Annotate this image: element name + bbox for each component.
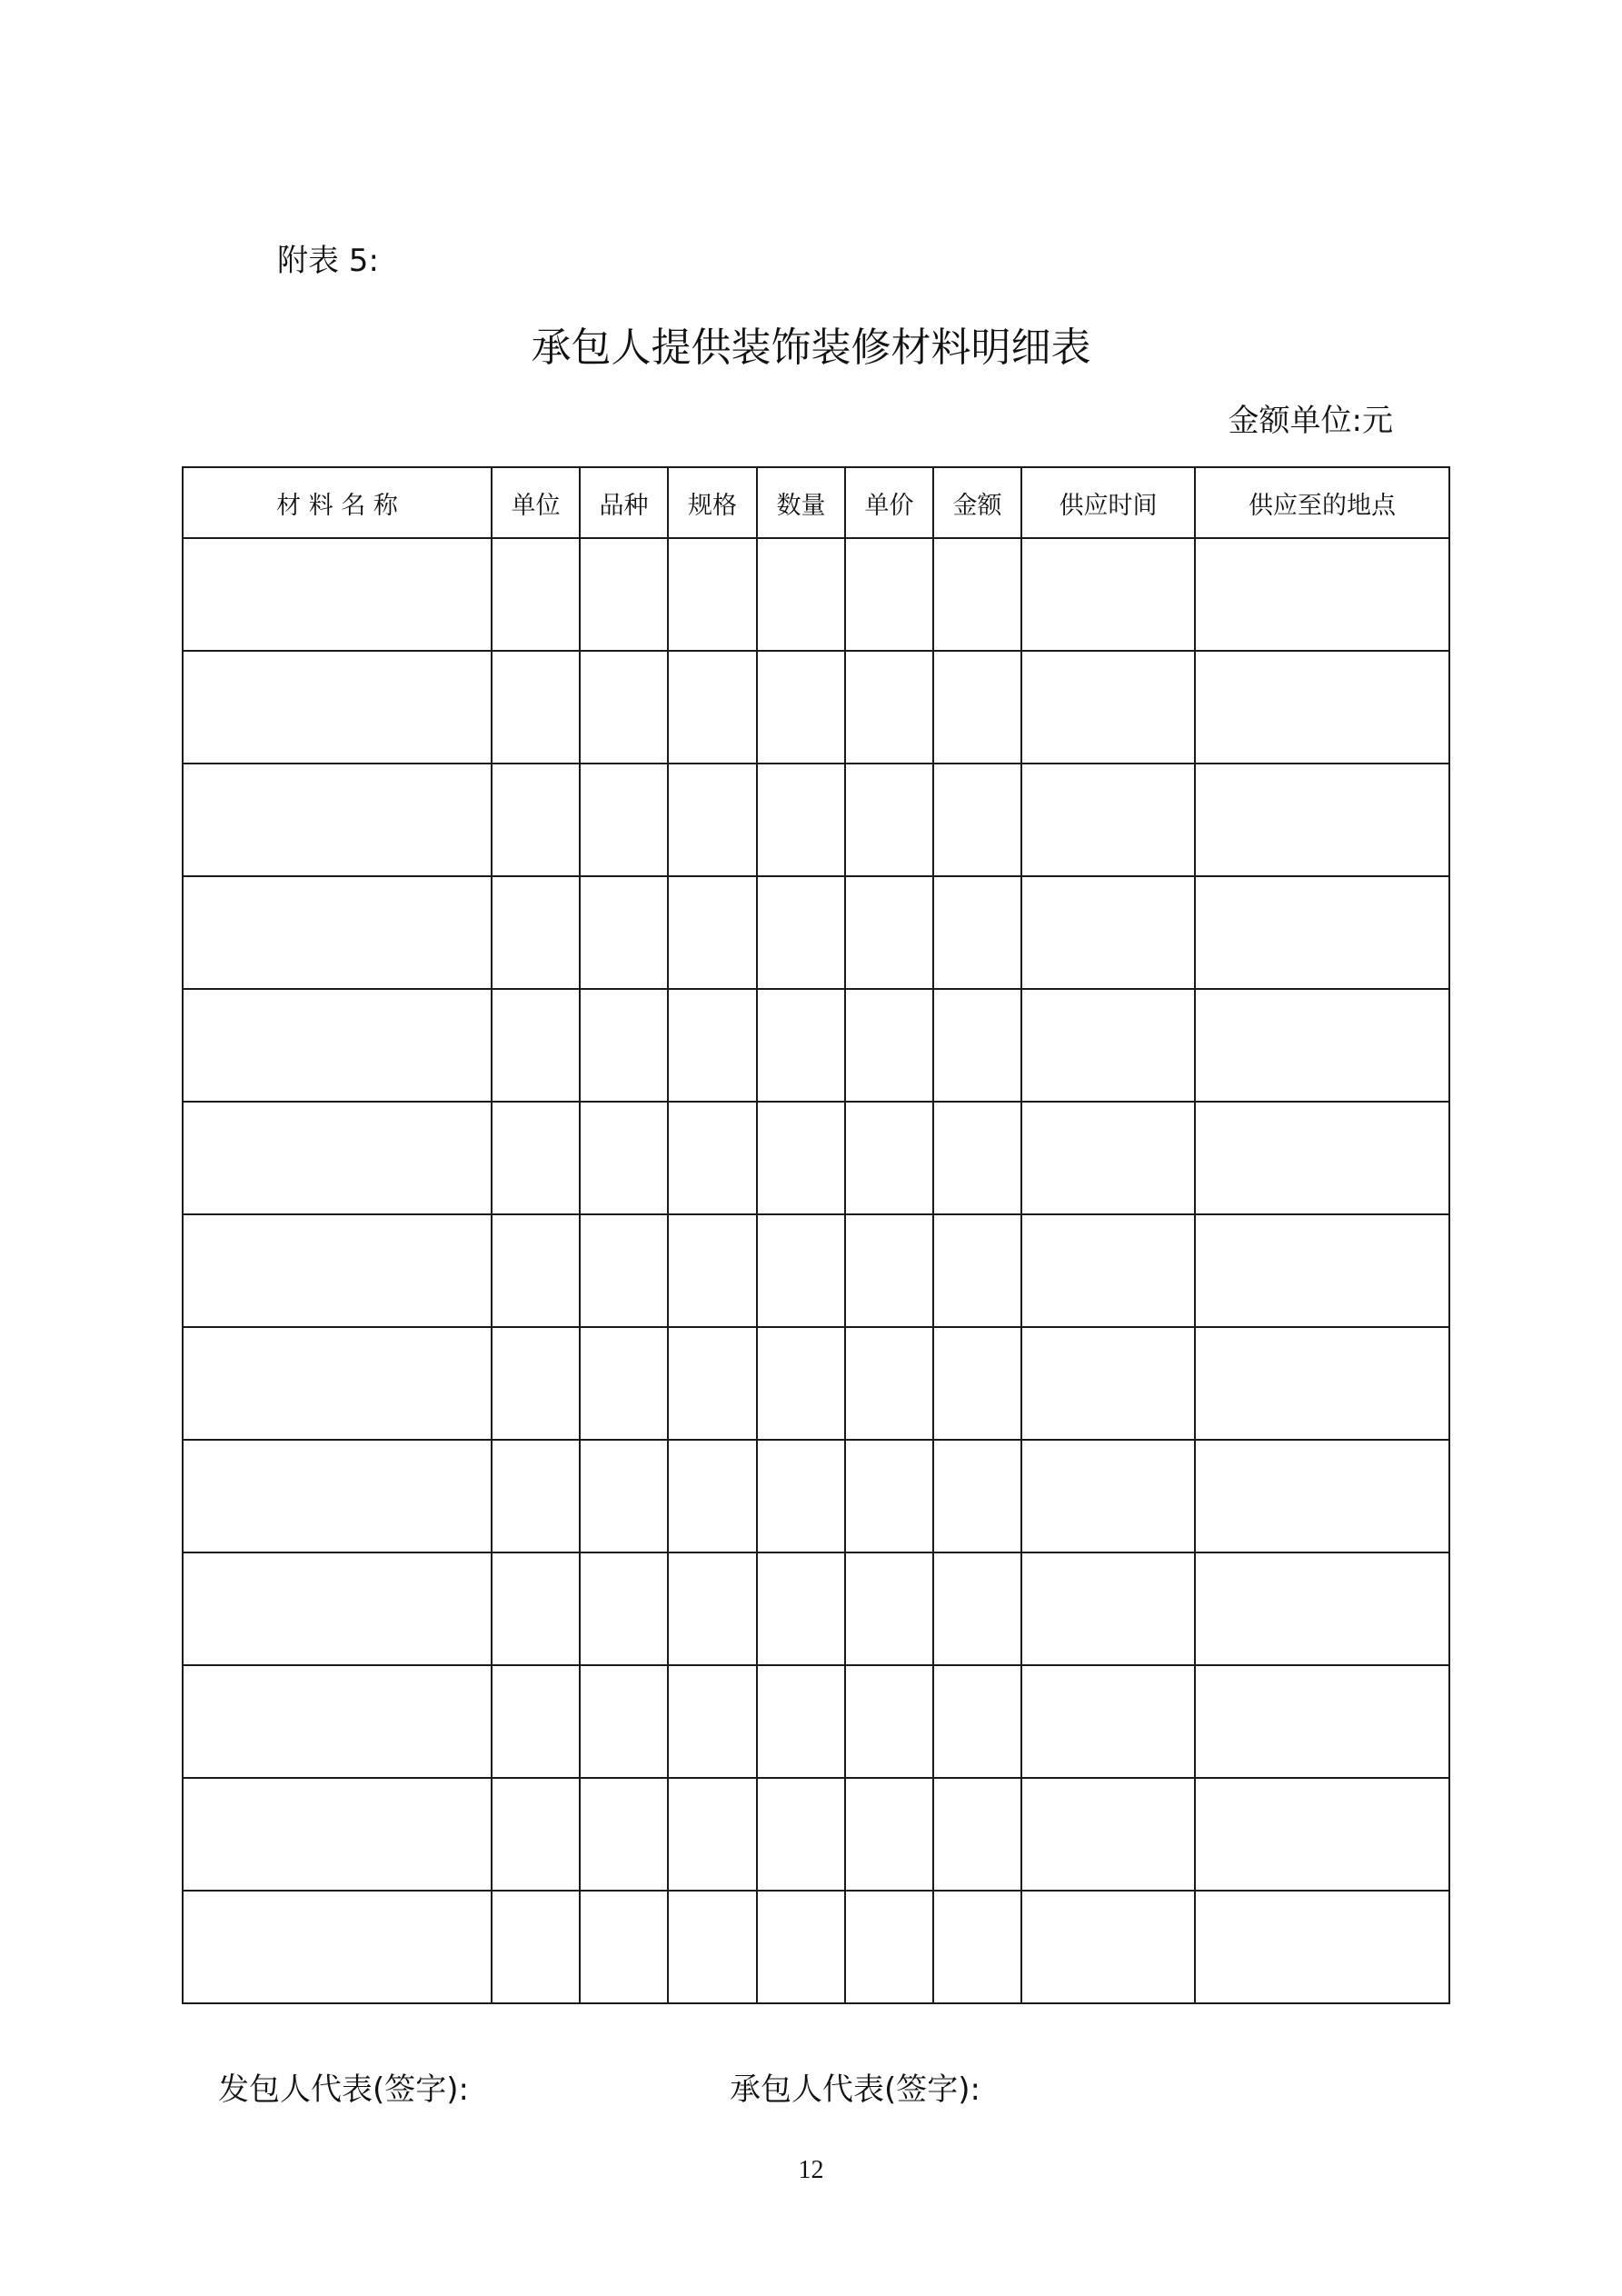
table-cell: [1195, 1552, 1449, 1665]
attachment-label: 附表 5:: [277, 243, 379, 279]
table-cell: [1195, 651, 1449, 764]
table-cell: [933, 1891, 1021, 2003]
table-cell: [933, 1778, 1021, 1891]
table-cell: [757, 876, 845, 989]
table-cell: [580, 989, 668, 1102]
header-specification: 规格: [668, 467, 757, 538]
table-cell: [183, 876, 492, 989]
table-cell: [668, 1665, 757, 1778]
table-cell: [492, 1891, 580, 2003]
table-cell: [492, 1440, 580, 1552]
table-cell: [1195, 1778, 1449, 1891]
materials-table: [182, 466, 1450, 2004]
table-cell: [757, 1440, 845, 1552]
table-row: [183, 1440, 1449, 1552]
table-cell: [668, 989, 757, 1102]
table-cell: [933, 876, 1021, 989]
table-cell: [668, 1440, 757, 1552]
table-cell: [1021, 1665, 1195, 1778]
table-cell: [845, 989, 933, 1102]
table-cell: [845, 1102, 933, 1214]
header-unit: 单位: [492, 467, 580, 538]
table-row: [183, 1214, 1449, 1327]
table-cell: [1021, 764, 1195, 876]
table-cell: [845, 538, 933, 651]
table-cell: [580, 1440, 668, 1552]
table-row: [183, 876, 1449, 989]
table-cell: [183, 989, 492, 1102]
table-cell: [492, 651, 580, 764]
table-cell: [183, 1552, 492, 1665]
table-cell: [757, 1327, 845, 1440]
amount-unit-note: 金额单位:元: [1228, 403, 1393, 439]
table-row: [183, 989, 1449, 1102]
table-cell: [183, 1214, 492, 1327]
table-cell: [668, 1327, 757, 1440]
table-cell: [1195, 1891, 1449, 2003]
table-cell: [1021, 989, 1195, 1102]
table-cell: [183, 1327, 492, 1440]
header-supply-time: 供应时间: [1021, 467, 1195, 538]
table-cell: [845, 764, 933, 876]
table-cell: [668, 764, 757, 876]
table-cell: [1021, 1327, 1195, 1440]
table-cell: [580, 1891, 668, 2003]
document-title: 承包人提供装饰装修材料明细表: [531, 324, 1091, 371]
table-cell: [668, 538, 757, 651]
table-cell: [933, 1102, 1021, 1214]
table-cell: [933, 764, 1021, 876]
table-row: [183, 1327, 1449, 1440]
table-cell: [492, 1102, 580, 1214]
table-cell: [1195, 989, 1449, 1102]
table-cell: [1021, 1440, 1195, 1552]
table-cell: [933, 1327, 1021, 1440]
table-row: [183, 651, 1449, 764]
table-cell: [580, 651, 668, 764]
table-cell: [933, 1440, 1021, 1552]
table-body: [183, 538, 1449, 2003]
table-cell: [1021, 1778, 1195, 1891]
table-cell: [183, 1440, 492, 1552]
table-row: [183, 1891, 1449, 2003]
table-cell: [757, 1665, 845, 1778]
table-cell: [492, 1552, 580, 1665]
table-cell: [1021, 1891, 1195, 2003]
header-unit-price: 单价: [845, 467, 933, 538]
table-cell: [1195, 1214, 1449, 1327]
table-cell: [757, 538, 845, 651]
table-cell: [183, 764, 492, 876]
table-cell: [757, 1214, 845, 1327]
table-cell: [1021, 1552, 1195, 1665]
table-row: [183, 1102, 1449, 1214]
table-cell: [668, 1891, 757, 2003]
table-cell: [580, 876, 668, 989]
table-cell: [1021, 1102, 1195, 1214]
header-material-name: 材 料 名 称: [183, 467, 492, 538]
table-cell: [1021, 876, 1195, 989]
table-cell: [580, 538, 668, 651]
table-cell: [1195, 764, 1449, 876]
table-cell: [933, 1552, 1021, 1665]
table-cell: [492, 1327, 580, 1440]
table-cell: [580, 1778, 668, 1891]
table-cell: [580, 764, 668, 876]
table-cell: [492, 1778, 580, 1891]
table-cell: [492, 764, 580, 876]
table-cell: [845, 1552, 933, 1665]
table-cell: [757, 1778, 845, 1891]
table-cell: [845, 1891, 933, 2003]
table-cell: [933, 538, 1021, 651]
table-cell: [933, 651, 1021, 764]
table-cell: [580, 1214, 668, 1327]
table-cell: [492, 876, 580, 989]
table-cell: [580, 1665, 668, 1778]
table-cell: [183, 538, 492, 651]
table-cell: [1195, 1327, 1449, 1440]
table-cell: [845, 651, 933, 764]
table-cell: [1195, 538, 1449, 651]
table-cell: [757, 651, 845, 764]
table-cell: [757, 989, 845, 1102]
employer-signature-label: 发包人代表(签字):: [218, 2071, 469, 2108]
table-cell: [1195, 1440, 1449, 1552]
table-cell: [492, 1214, 580, 1327]
table-cell: [183, 1891, 492, 2003]
table-cell: [845, 1440, 933, 1552]
table-cell: [845, 1665, 933, 1778]
table-cell: [183, 1102, 492, 1214]
table-cell: [845, 876, 933, 989]
table-cell: [933, 1665, 1021, 1778]
table-cell: [183, 1778, 492, 1891]
table-cell: [757, 764, 845, 876]
table-cell: [580, 1102, 668, 1214]
table-cell: [668, 651, 757, 764]
table-cell: [1195, 1665, 1449, 1778]
table-cell: [183, 1665, 492, 1778]
contractor-signature-label: 承包人代表(签字):: [730, 2071, 980, 2108]
table-cell: [845, 1778, 933, 1891]
table-cell: [1021, 538, 1195, 651]
header-quantity: 数量: [757, 467, 845, 538]
table-cell: [1195, 1102, 1449, 1214]
table-cell: [580, 1327, 668, 1440]
table-cell: [933, 1214, 1021, 1327]
page-number: 12: [798, 2156, 824, 2184]
table-header-row: [183, 467, 1449, 538]
table-cell: [183, 651, 492, 764]
header-amount: 金额: [933, 467, 1021, 538]
table-row: [183, 764, 1449, 876]
table-cell: [668, 876, 757, 989]
table-cell: [668, 1214, 757, 1327]
table-row: [183, 1665, 1449, 1778]
table-cell: [845, 1214, 933, 1327]
table-cell: [1021, 651, 1195, 764]
table-cell: [492, 989, 580, 1102]
table-row: [183, 1778, 1449, 1891]
table-cell: [1195, 876, 1449, 989]
table-cell: [580, 1552, 668, 1665]
table-cell: [757, 1891, 845, 2003]
table-cell: [757, 1552, 845, 1665]
table-cell: [668, 1102, 757, 1214]
table-cell: [845, 1327, 933, 1440]
table-cell: [933, 989, 1021, 1102]
table-cell: [668, 1552, 757, 1665]
table-cell: [668, 1778, 757, 1891]
table-cell: [757, 1102, 845, 1214]
table-cell: [492, 1665, 580, 1778]
header-supply-location: 供应至的地点: [1195, 467, 1449, 538]
table-cell: [1021, 1214, 1195, 1327]
header-variety: 品种: [580, 467, 668, 538]
table-cell: [492, 538, 580, 651]
table-row: [183, 538, 1449, 651]
table-row: [183, 1552, 1449, 1665]
